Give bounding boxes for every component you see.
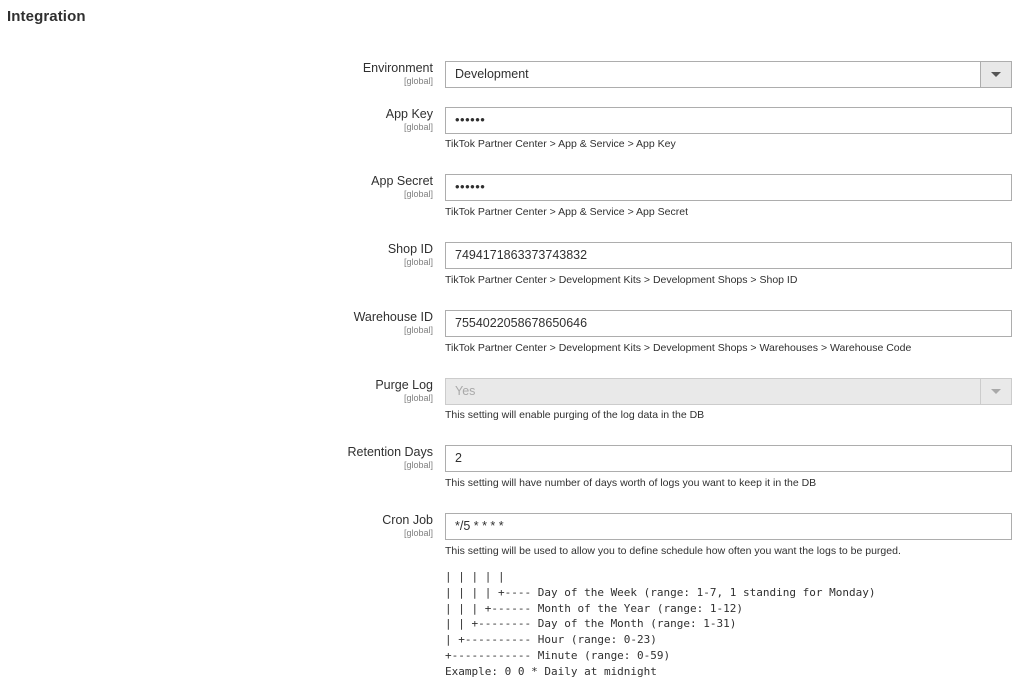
cron-help-text <box>445 569 875 680</box>
cron-help-example: Example: 0 0 * Daily at midnight <box>445 664 657 678</box>
app-key-note: TikTok Partner Center > App & Service > App Key <box>445 138 676 150</box>
retention-days-label-block <box>213 445 433 471</box>
environment-scope: [global] <box>403 76 433 86</box>
retention-days-label: Retention Days <box>347 445 433 459</box>
cron-help-line: | | | | +---- Day of the Week (range: 1-7, 1 standing for Monday) <box>445 585 876 599</box>
app-secret-value: •••••• <box>455 179 486 194</box>
app-secret-note: TikTok Partner Center > App & Service > App Secret <box>445 206 688 218</box>
app-key-label-block <box>213 107 433 133</box>
cron-job-label-block <box>213 513 433 539</box>
chevron-down-icon <box>991 389 1001 394</box>
warehouse-id-note: TikTok Partner Center > Development Kits > Development Shops > Warehouses > Warehouse Code <box>445 342 912 354</box>
shop-id-value: 7494171863373743832 <box>455 248 588 262</box>
retention-days-scope: [global] <box>403 460 433 470</box>
environment-dropdown-button[interactable] <box>980 62 1011 87</box>
warehouse-id-label-block <box>213 310 433 336</box>
section-title: Integration <box>7 8 86 25</box>
app-key-scope: [global] <box>403 122 433 132</box>
app-secret-scope: [global] <box>403 189 433 199</box>
environment-value: Development <box>455 67 529 81</box>
cron-job-value: */5 * * * * <box>455 519 504 533</box>
purge-log-label: Purge Log <box>375 378 433 392</box>
purge-log-scope: [global] <box>403 393 433 403</box>
warehouse-id-value: 7554022058678650646 <box>455 316 588 330</box>
retention-days-value: 2 <box>455 451 462 465</box>
cron-help-line: +------------ Minute (range: 0-59) <box>445 648 671 662</box>
purge-log-note: This setting will enable purging of the log data in the DB <box>445 409 705 421</box>
retention-days-input[interactable] <box>445 445 1012 472</box>
cron-help-line: | | +-------- Day of the Month (range: 1-31) <box>445 617 737 631</box>
purge-log-select <box>445 378 1012 405</box>
environment-label: Environment <box>362 61 433 75</box>
environment-label-block <box>213 61 433 87</box>
shop-id-scope: [global] <box>403 257 433 267</box>
warehouse-id-input[interactable] <box>445 310 1012 337</box>
app-key-input[interactable] <box>445 107 1012 134</box>
retention-days-note: This setting will have number of days worth of logs you want to keep it in the DB <box>445 477 817 489</box>
cron-job-input[interactable] <box>445 513 1012 540</box>
purge-log-value: Yes <box>455 384 476 398</box>
purge-log-label-block <box>213 378 433 404</box>
warehouse-id-label: Warehouse ID <box>353 310 433 324</box>
environment-select[interactable] <box>445 61 1012 88</box>
cron-job-scope: [global] <box>403 528 433 538</box>
chevron-down-icon <box>991 72 1001 77</box>
app-secret-label-block <box>213 174 433 200</box>
app-key-value: •••••• <box>455 112 486 127</box>
cron-help-line: | | | | | <box>445 570 505 583</box>
cron-job-label: Cron Job <box>382 513 433 527</box>
warehouse-id-scope: [global] <box>403 325 433 335</box>
shop-id-label: Shop ID <box>387 242 433 256</box>
shop-id-label-block <box>213 242 433 268</box>
cron-job-note: This setting will be used to allow you to define schedule how often you want the logs to be purged. <box>445 545 901 557</box>
shop-id-note: TikTok Partner Center > Development Kits > Development Shops > Shop ID <box>445 274 798 286</box>
cron-help-line: | +---------- Hour (range: 0-23) <box>445 633 657 647</box>
app-secret-input[interactable] <box>445 174 1012 201</box>
purge-log-dropdown-button <box>980 379 1011 404</box>
shop-id-input[interactable] <box>445 242 1012 269</box>
app-secret-label: App Secret <box>371 174 433 188</box>
app-key-label: App Key <box>385 107 433 121</box>
cron-help-line: | | | +------ Month of the Year (range: 1-12) <box>445 601 744 615</box>
